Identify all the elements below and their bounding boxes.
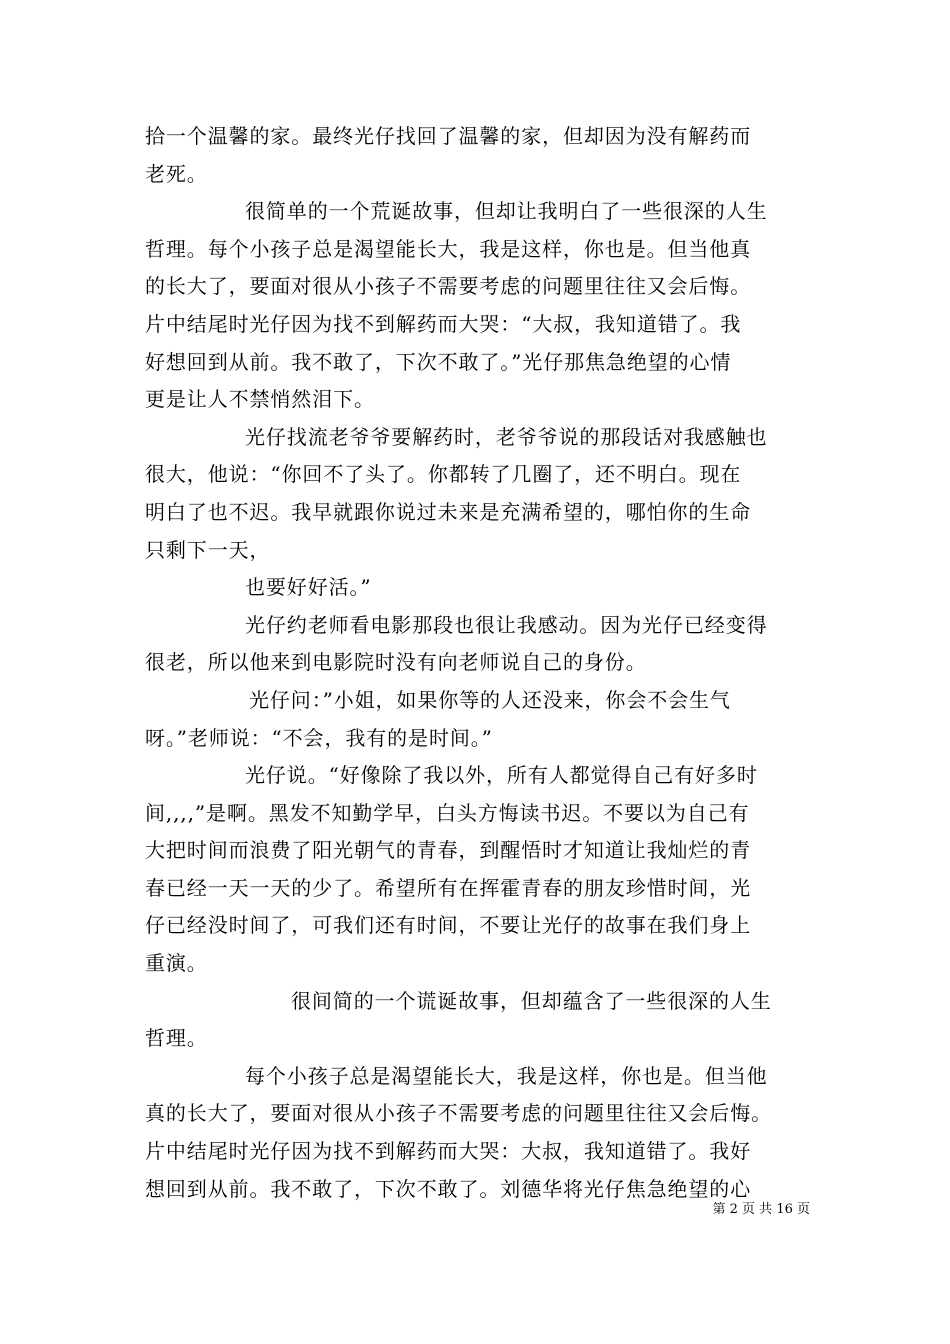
text-line: 想回到从前。我不敢了，下次不敢了。刘德华将光仔焦急绝望的心	[145, 1176, 752, 1201]
text-line: 每个小孩子总是渴望能长大，我是这样，你也是。但当他	[245, 1063, 768, 1088]
text-line: 光仔说。“好像除了我以外，所有人都觉得自己有好多时	[245, 763, 758, 788]
text-line: 哲理。每个小孩子总是渴望能长大，我是这样，你也是。但当他真	[145, 236, 752, 261]
text-line: 真的长大了，要面对很从小孩子不需要考虑的问题里往往又会后悔。	[145, 1101, 772, 1126]
text-line: 哲理。	[145, 1026, 208, 1051]
text-line: 只剩下一天，	[145, 537, 271, 562]
text-line: 好想回到从前。我不敢了，下次不敢了。”光仔那焦急绝望的心情	[145, 349, 732, 374]
text-line: 重演。	[145, 951, 208, 976]
text-line: 老死。	[145, 161, 208, 186]
text-line: 片中结尾时光仔因为找不到解药而大哭：“大叔，我知道错了。我	[145, 311, 742, 336]
page-number: 第 2 页 共 16 页	[712, 1202, 810, 1217]
text-line: 大把时间而浪费了阳光朝气的青春，到醒悟时才知道让我灿烂的青	[145, 838, 752, 863]
text-line: 明白了也不迟。我早就跟你说过未来是充满希望的，哪怕你的生命	[145, 499, 752, 524]
text-line: 也要好好活。”	[245, 575, 372, 600]
text-line: 更是让人不禁悄然泪下。	[145, 387, 375, 412]
text-line: 很大，他说：“你回不了头了。你都转了几圈了，还不明白。现在	[145, 462, 742, 487]
text-line: 拾一个温馨的家。最终光仔找回了温馨的家，但却因为没有解药而	[145, 124, 752, 148]
text-line: 呀。”老师说：“不会，我有的是时间。”	[145, 725, 493, 750]
text-line: 很老，所以他来到电影院时没有向老师说自己的身份。	[145, 650, 647, 675]
text-line: 很间简的一个谎诞故事，但却蕴含了一些很深的人生	[291, 988, 772, 1013]
text-line: 光仔问：”小姐，如果你等的人还没来，你会不会生气	[249, 687, 731, 712]
body-text	[145, 118, 810, 1208]
text-line: 光仔找流老爷爷要解药时，老爷爷说的那段话对我感触也	[245, 424, 768, 449]
text-line: 间,,,,”是啊。黑发不知勤学早，白头方悔读书迟。不要以为自己有	[145, 800, 750, 825]
text-line: 很简单的一个荒诞故事，但却让我明白了一些很深的人生	[245, 199, 768, 224]
text-line: 春已经一天一天的少了。希望所有在挥霍青春的朋友珍惜时间，光	[145, 875, 752, 900]
text-line: 片中结尾时光仔因为找不到解药而大哭：大叔，我知道错了。我好	[145, 1139, 752, 1164]
text-line: 光仔约老师看电影那段也很让我感动。因为光仔已经变得	[245, 612, 768, 637]
text-line: 仔已经没时间了，可我们还有时间，不要让光仔的故事在我们身上	[145, 913, 752, 938]
text-line: 的长大了，要面对很从小孩子不需要考虑的问题里往往又会后悔。	[145, 274, 752, 299]
